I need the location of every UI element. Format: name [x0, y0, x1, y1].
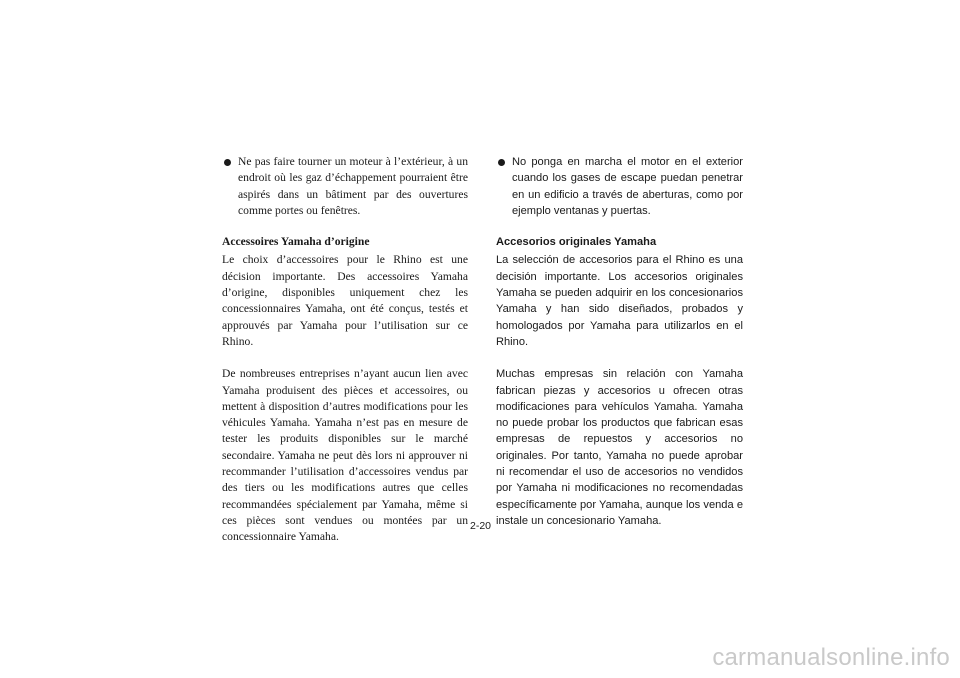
page-number: 2-20 [470, 520, 492, 532]
french-column [222, 154, 468, 546]
watermark: carmanualsonline.info [712, 644, 950, 671]
french-heading: Accessoires Yamaha d’origine [222, 235, 370, 249]
spanish-paragraph-1: La selección de accesorios para el Rhino es una decisión importante. Los accesorios originales Yamaha se pueden adquirir en los concesionarios Yamaha y han sido diseñados, probados y homologados por Yamaha para utilizarlos en el Rhino. [496, 254, 743, 348]
spanish-column [496, 154, 743, 529]
french-paragraph-2: De nombreuses entreprises n’ayant aucun lien avec Yamaha produisent des pièces et accessoires, ou mettent à disposition d’autres modifications pour les véhicules Yamaha. Yamaha n’est pas en mesure de tester les produits disponibles sur le marché secondaire. Yamaha ne peut dès lors ni approuver ni recommander l’utilisation d’accessoires vendus par des tiers ou les modifications autres que celles recommandées spécialement par Yamaha, même si ces pièces sont vendues ou montées par un concessionnaire Yamaha. [222, 367, 468, 544]
bullet-icon [498, 159, 505, 166]
spanish-heading: Accesorios originales Yamaha [496, 236, 657, 249]
spanish-paragraph-2: Muchas empresas sin relación con Yamaha fabrican piezas y accesorios u ofrecen otras modificaciones para vehículos Yamaha. Yamaha no puede probar los productos que fabrican esas empresas de repuestos y accesorios no originales. Por tanto, Yamaha no puede aprobar ni recomendar el uso de accesorios no vendidos por Yamaha ni modificaciones no recomendadas específicamente por Yamaha, aunque los venda e instale un concesionario Yamaha. [496, 368, 743, 527]
spanish-bullet-item [496, 154, 743, 219]
french-bullet-text: Ne pas faire tourner un moteur à l’extérieur, à un endroit où les gaz d’échappement pourraient être aspirés dans un bâtiment par des ouvertures comme portes ou fenêtres. [238, 155, 468, 217]
french-paragraph-1: Le choix d’accessoires pour le Rhino est une décision importante. Des accessoires Yamaha d’origine, disponibles uniquement chez les concessionnaires Yamaha, ont été conçus, testés et approuvés par Yamaha pour l’utilisation sur ce Rhino. [222, 253, 468, 348]
spanish-bullet-text: No ponga en marcha el motor en el exterior cuando los gases de escape puedan penetrar en un edificio a través de aberturas, como por ejemplo ventanas y puertas. [512, 156, 743, 217]
bullet-icon [224, 159, 231, 166]
french-bullet-item [222, 154, 468, 219]
